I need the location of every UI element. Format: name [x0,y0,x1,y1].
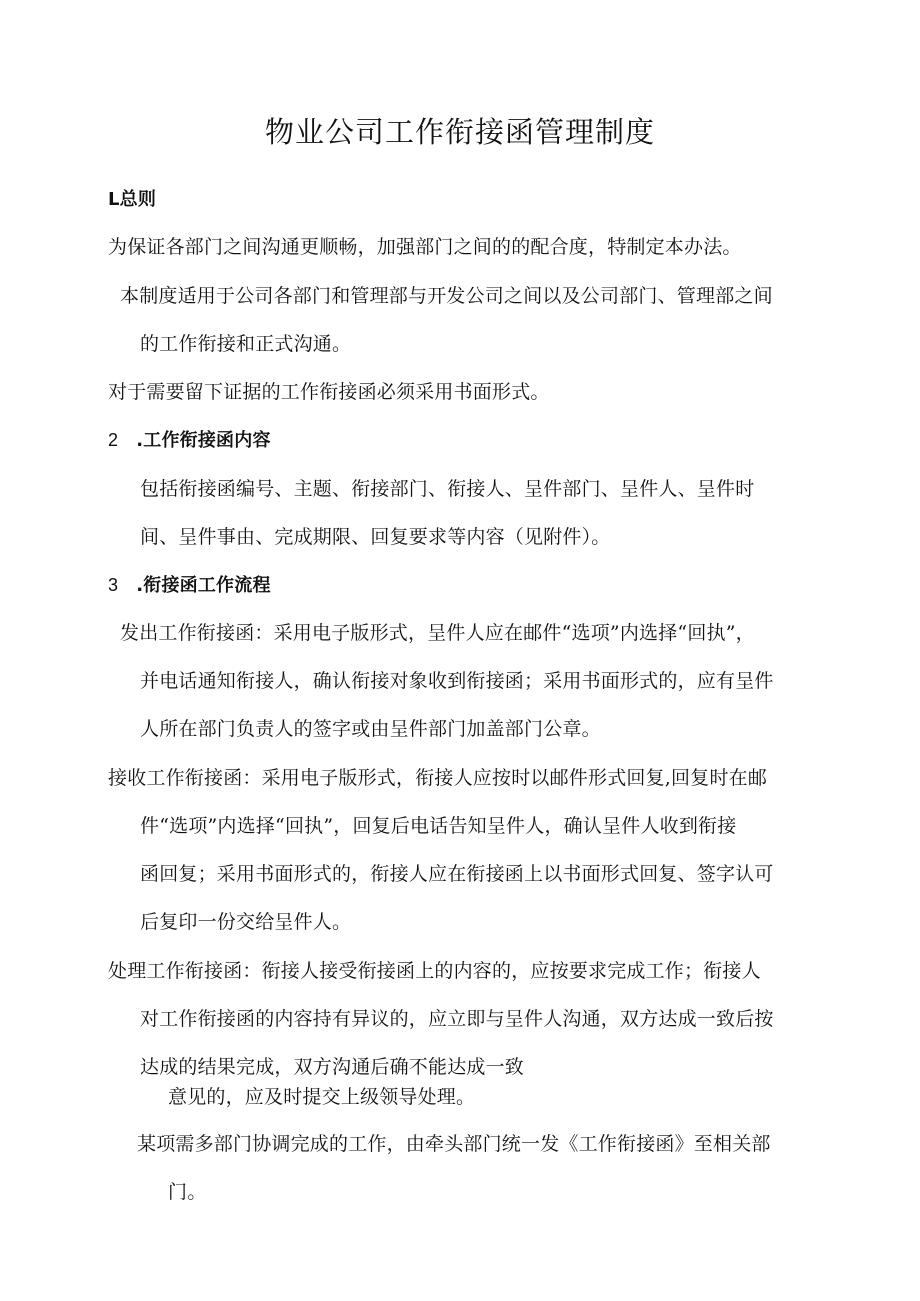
section-heading-general: L总则 [108,189,157,210]
paragraph-line: 门。 [168,1181,207,1203]
section-number: 2 [108,430,119,450]
paragraph-line: 人所在部门负责人的签字或由呈件部门加盖部门公章。 [140,718,601,740]
paragraph-line: 某项需多部门协调完成的工作，由牵头部门统一发《工作衔接函》至相关部 [137,1133,771,1155]
section-heading-process [108,573,271,598]
paragraph-line: 后复印一份交给呈件人。 [140,911,352,933]
document-title: 物业公司工作衔接函管理制度 [264,115,655,149]
paragraph-line: 发出工作衔接函：采用电子版形式，呈件人应在邮件“选项”内选择“回执”， [120,622,755,644]
paragraph-line: 为保证各部门之间沟通更顺畅，加强部门之间的的配合度，特制定本办法。 [108,236,742,258]
paragraph-line: 对于需要留下证据的工作衔接函必须采用书面形式。 [108,381,550,403]
paragraph-line: 对工作衔接函的内容持有异议的，应立即与呈件人沟通，双方达成一致后按 [140,1008,774,1030]
paragraph-line: 并电话通知衔接人，确认衔接对象收到衔接函；采用书面形式的，应有呈件 [140,670,774,692]
section-heading-content [108,428,271,453]
paragraph-line: 本制度适用于公司各部门和管理部与开发公司之间以及公司部门、管理部之间 [120,285,773,307]
paragraph-line: 接收工作衔接函：采用电子版形式，衔接人应按时以邮件形式回复,回复时在邮 [108,767,768,789]
paragraph-line: 达成的结果完成，双方沟通后确不能达成一致 [140,1056,525,1078]
paragraph-line: 包括衔接函编号、主题、衔接部门、衔接人、呈件部门、呈件人、呈件时 [140,478,755,500]
paragraph-line: 函回复；采用书面形式的，衔接人应在衔接函上以书面形式回复、签字认可 [140,863,774,885]
paragraph-line: 的工作衔接和正式沟通。 [140,333,352,355]
paragraph-line: 处理工作衔接函：衔接人接受衔接函上的内容的，应按要求完成工作；衔接人 [108,960,761,982]
paragraph-line: 间、呈件事由、完成期限、回复要求等内容（见附件）。 [140,526,611,548]
paragraph-line: 件“选项”内选择“回执”，回复后电话告知呈件人，确认呈件人收到衔接 [140,815,737,837]
section-number: 3 [108,575,119,595]
section-heading-text: .工作衔接函内容 [136,430,271,451]
paragraph-line: 意见的，应及时提交上级领导处理。 [168,1086,476,1108]
section-heading-text: .衔接函工作流程 [136,575,271,596]
